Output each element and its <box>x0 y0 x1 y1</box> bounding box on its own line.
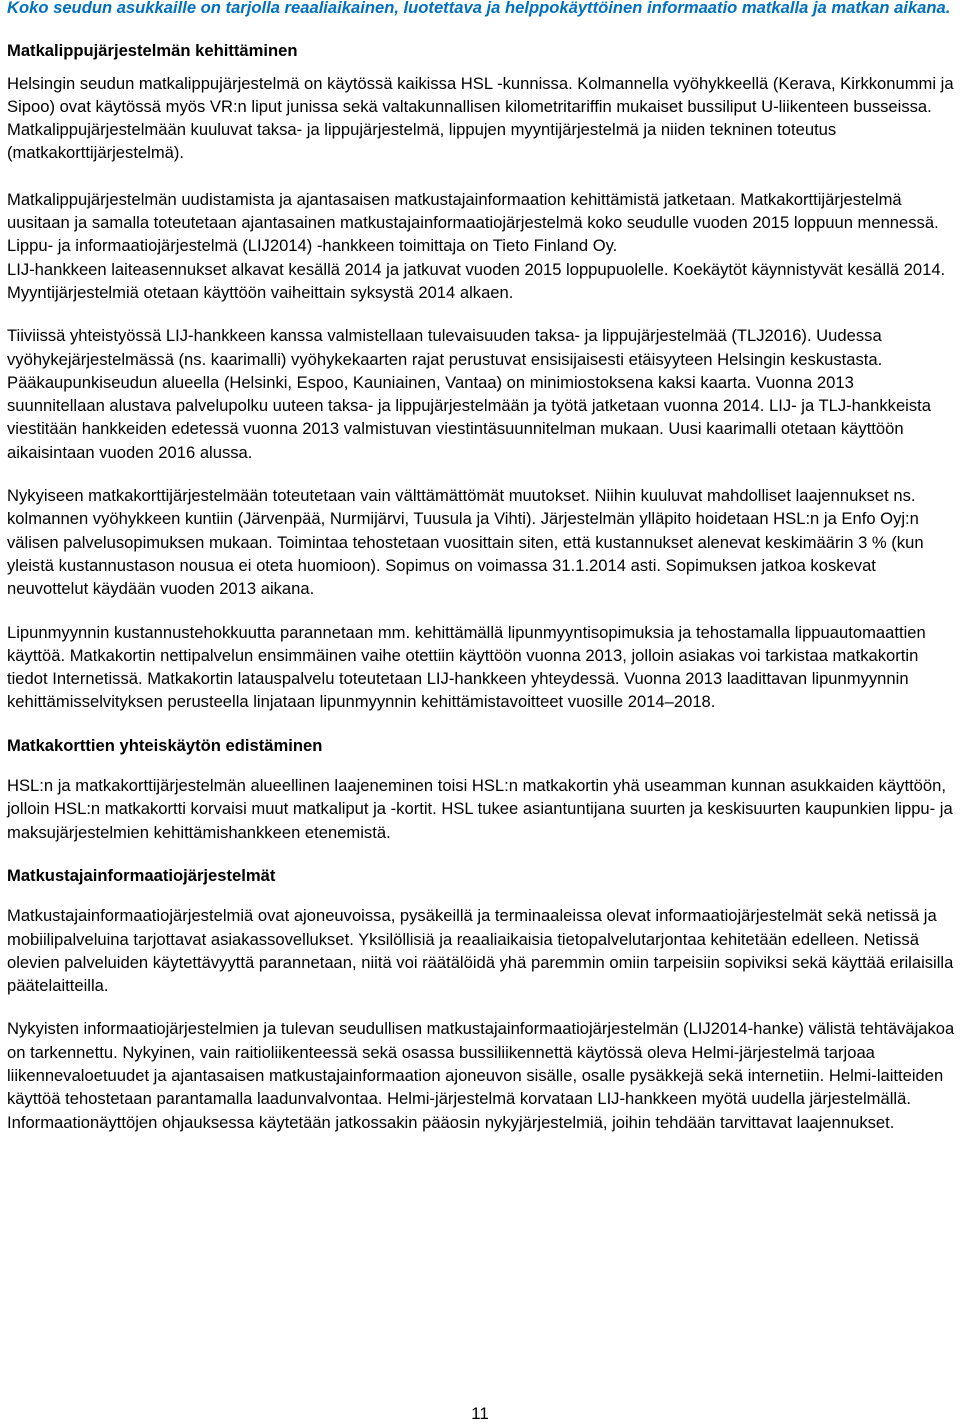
document-page <box>7 0 955 1134</box>
section-heading-passenger-info-systems: Matkustajainformaatiojärjestelmät <box>7 865 276 885</box>
paragraph: HSL:n ja matkakorttijärjestelmän alueellinen laajeneminen toisi HSL:n matkakortin yhä useamman kunnan asukkaiden käyttöön, jolloin HSL:n matkakortti korvaisi muut matkaliput ja -kortit. HSL tukee asiantuntijana suurten ja keskisuurten kaupunkien lippu- ja maksujärjestelmien kehittämishankkeen etenemistä. <box>7 776 953 842</box>
paragraph: LIJ-hankkeen laiteasennukset alkavat kesällä 2014 ja jatkuvat vuoden 2015 loppupuolelle. Koekäytöt käynnistyvät kesällä 2014. Myyntijärjestelmiä otetaan käyttöön vaiheittain syksystä 2014 alkaen. <box>7 259 946 302</box>
section-heading-ticket-system: Matkalippujärjestelmän kehittäminen <box>7 41 298 61</box>
paragraph: Nykyisten informaatiojärjestelmien ja tulevan seudullisen matkustajainformaatiojärjestelmän (LIJ2014-hanke) välistä tehtäväjakoa on tarkennettu. Nykyinen, vain raitioliikenteessä sekä osassa bussiliikennettä käytössä oleva Helmi-järjestelmä tarjoaa liikennevaloetuudet ja ajantasaisen matkustajainformaation ajoneuvon sisälle, osalle pysäkkejä sekä internetiin. Helmi-laitteiden käyttöä tehostetaan parantamalla laadunvalvontaa. Helmi-järjestelmä korvataan LIJ-hankkeen myötä uudella järjestelmällä. Informaationäyttöjen ohjauksessa käytetään jatkossakin pääosin nykyjärjestelmiä, joihin tehdään tarvittavat laajennukset. <box>7 1019 955 1132</box>
section-heading-card-interoperability: Matkakorttien yhteiskäytön edistäminen <box>7 735 323 755</box>
paragraph: Matkustajainformaatiojärjestelmiä ovat ajoneuvoissa, pysäkeillä ja terminaaleissa olevat informaatiojärjestelmät sekä netissä ja mobiilipalveluina tarjottavat asiakassovellukset. Yksilöllisiä ja reaaliaikaisia tietopalvelutarjontaa kehitetään edelleen. Netissä olevien palveluiden käytettävyyttä parannetaan, niitä voi räätälöidä yhä paremmin omiin tarpeisiin sopiviksi sekä käyttää erilaisilla päätelaitteilla. <box>7 906 954 996</box>
paragraph: Lipunmyynnin kustannustehokkuutta parannetaan mm. kehittämällä lipunmyyntisopimuksia ja tehostamalla lippuautomaattien käyttöä. Matkakortin nettipalvelun ensimmäinen vaihe otettiin käyttöön vuonna 2013, jolloin asiakas voi tarkistaa matkakortin tiedot Internetissä. Matkakortin latauspalvelu toteutetaan LIJ-hankkeen yhteydessä. Vuonna 2013 laadittavan lipunmyynnin kehittämisselvityksen perusteella linjataan lipunmyynnin kehittämistavoitteet vuosille 2014–2018. <box>7 622 926 712</box>
intro-statement: Koko seudun asukkaille on tarjolla reaaliaikainen, luotettava ja helppokäyttöinen informaatio matkalla ja matkan aikana. <box>7 0 951 17</box>
paragraph: Tiiviissä yhteistyössä LIJ-hankkeen kanssa valmistellaan tulevaisuuden taksa- ja lippujärjestelmää (TLJ2016). Uudessa vyöhykejärjestelmässä (ns. kaarimalli) vyöhykekaarten rajat perustuvat ensisijaisesti etäisyyteen Helsingin keskustasta. Pääkaupunkiseudun alueella (Helsinki, Espoo, Kauniainen, Vantaa) on minimiostoksena kaksi kaarta. Vuonna 2013 suunnitellaan alustava palvelupolku uuteen taksa- ja lippujärjestelmään ja työtä jatketaan vuonna 2014. LIJ- ja TLJ-hankkeista viestitään hankkeiden edetessä vuonna 2013 valmistuvan viestintäsuunnitelman mukaan. Uusi kaarimalli otetaan käyttöön aikaisintaan vuoden 2016 alussa. <box>7 326 931 462</box>
paragraph: Helsingin seudun matkalippujärjestelmä on käytössä kaikissa HSL -kunnissa. Kolmannella vyöhykkeellä (Kerava, Kirkkonummi ja Sipoo) ovat käytössä myös VR:n liput junissa sekä valtakunnallisen kilometritariffin mukaiset bussiliput U-liikenteen busseissa. Matkalippujärjestelmään kuuluvat taksa- ja lippujärjestelmä, lippujen myyntijärjestelmä ja niiden tekninen toteutus (matkakorttijärjestelmä). <box>7 73 954 163</box>
paragraph: Matkalippujärjestelmän uudistamista ja ajantasaisen matkustajainformaation kehittämistä jatketaan. Matkakorttijärjestelmä uusitaan ja samalla toteutetaan ajantasainen matkustajainformaatiojärjestelmä koko seudulle vuoden 2015 loppuun mennessä. Lippu- ja informaatiojärjestelmä (LIJ2014) -hankkeen toimittaja on Tieto Finland Oy. <box>7 189 939 256</box>
paragraph: Nykyiseen matkakorttijärjestelmään toteutetaan vain välttämättömät muutokset. Niihin kuuluvat mahdolliset laajennukset ns. kolmannen vyöhykkeen kuntiin (Järvenpää, Nurmijärvi, Tuusula ja Vihti). Järjestelmän ylläpito hoidetaan HSL:n ja Enfo Oyj:n välisen palvelusopimuksen mukaan. Toimintaa tehostetaan vuosittain siten, että kustannukset alenevat keskimäärin 3 % (kun yleistä kustannustason nousua ei oteta huomioon). Sopimus on voimassa 31.1.2014 asti. Sopimuksen jatkoa koskevat neuvottelut käydään vuoden 2013 aikana. <box>7 486 924 599</box>
page-number: 11 <box>471 1404 489 1423</box>
